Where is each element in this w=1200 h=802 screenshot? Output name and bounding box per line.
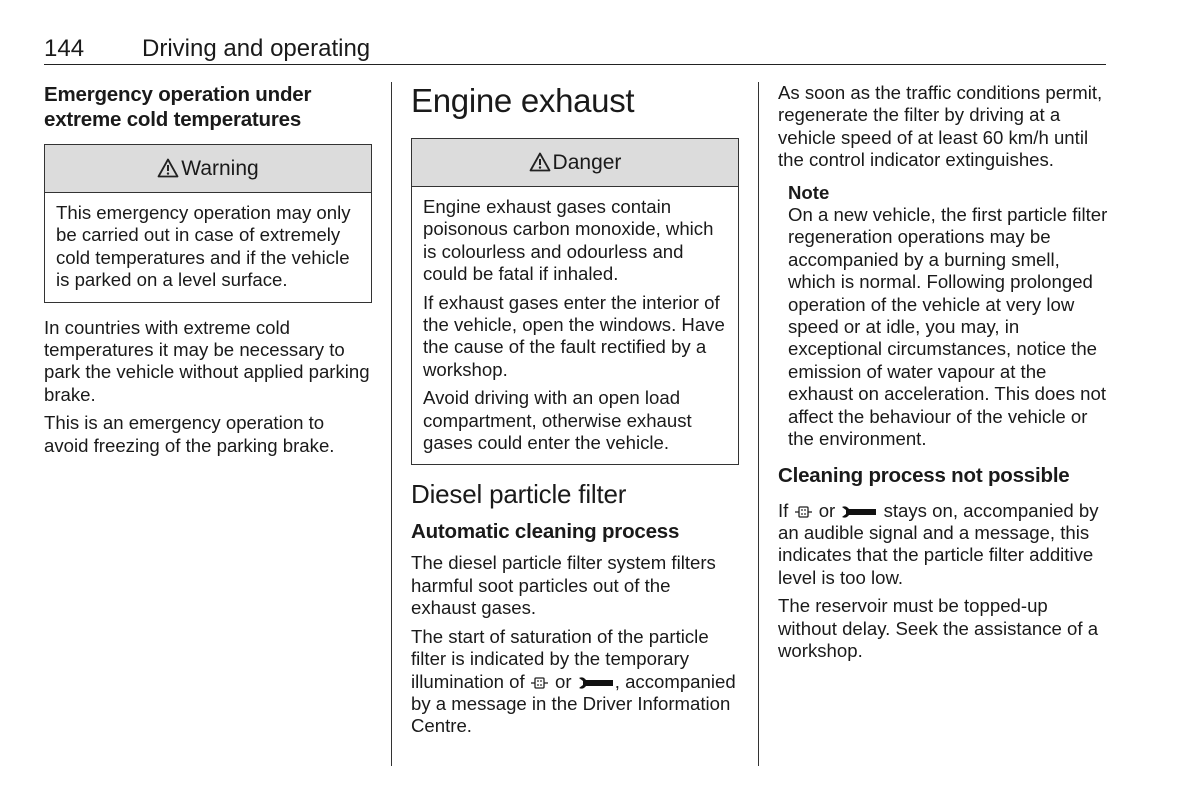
column-left	[44, 82, 372, 463]
warning-triangle-icon	[529, 152, 551, 172]
body-paragraph-with-icons: The start of saturation of the particle filter is indicated by the temporary illumination of or , accompanied by a message in the Driver Information Centre.	[411, 625, 736, 737]
body-paragraph: In countries with extreme cold temperatures it may be necessary to park the vehicle without applied parking brake.	[44, 316, 370, 405]
danger-header	[412, 139, 738, 187]
body-paragraph: The reservoir must be topped-up without delay. Seek the assistance of a workshop.	[778, 595, 1099, 661]
warning-box	[44, 144, 372, 303]
body-paragraph: As soon as the traffic conditions permit, regenerate the filter by driving at a vehicle speed of at least 60 km/h until the control indicator extinguishes.	[778, 82, 1103, 171]
warning-triangle-icon	[157, 158, 179, 178]
wrench-icon	[577, 676, 615, 690]
column-right	[778, 82, 1108, 668]
page-header	[44, 34, 1106, 65]
diesel-filter-title: Diesel particle filter	[411, 479, 627, 510]
column-divider	[758, 82, 759, 766]
warning-label: Warning	[181, 157, 259, 180]
body-paragraph-with-icons: If or stays on, accompanied by an audible signal and a message, this indicates that the particle filter additive level is too low.	[778, 499, 1099, 588]
warning-body	[45, 193, 371, 302]
danger-paragraph: Engine exhaust gases contain poisonous carbon monoxide, which is colourless and odourless and could be fatal if inhaled.	[423, 196, 714, 285]
particle-filter-icon	[530, 675, 550, 691]
wrench-icon	[840, 505, 878, 519]
warning-header	[45, 145, 371, 193]
column-divider	[391, 82, 392, 766]
warning-text: This emergency operation may only be carried out in case of extremely cold temperatures and if the vehicle is parked on a level surface.	[56, 202, 351, 291]
cleaning-not-possible-heading: Cleaning process not possible	[778, 463, 1070, 487]
note-title: Note	[788, 181, 830, 203]
column-middle	[411, 82, 739, 744]
body-paragraph: The diesel particle filter system filters harmful soot particles out of the exhaust gases.	[411, 552, 716, 619]
page-number: 144	[44, 35, 85, 62]
danger-box	[411, 138, 739, 465]
danger-label: Danger	[552, 151, 622, 174]
danger-body	[412, 187, 738, 464]
note-text: On a new vehicle, the first particle filter regeneration operations may be accompanied by a burning smell, which is normal. Following prolonged operation of the vehicle at very low speed or at idle, you may, in exceptional circumstances, notice the emission of water vapour at the exhaust on acceleration. This does not affect the behaviour of the vehicle or the environment.	[788, 204, 1108, 450]
body-paragraph: This is an emergency operation to avoid freezing of the parking brake.	[44, 412, 335, 456]
note-block	[778, 182, 1108, 451]
automatic-cleaning-heading: Automatic cleaning process	[411, 520, 680, 544]
section-title: Driving and operating	[142, 35, 371, 62]
engine-exhaust-title: Engine exhaust	[411, 82, 635, 119]
danger-paragraph: If exhaust gases enter the interior of the vehicle, open the windows. Have the cause of the fault rectified by a workshop.	[423, 291, 725, 380]
particle-filter-icon	[794, 504, 814, 520]
danger-paragraph: Avoid driving with an open load compartment, otherwise exhaust gases could enter the vehicle.	[423, 387, 692, 454]
cold-emergency-heading: Emergency operation under extreme cold temperatures	[44, 83, 312, 131]
